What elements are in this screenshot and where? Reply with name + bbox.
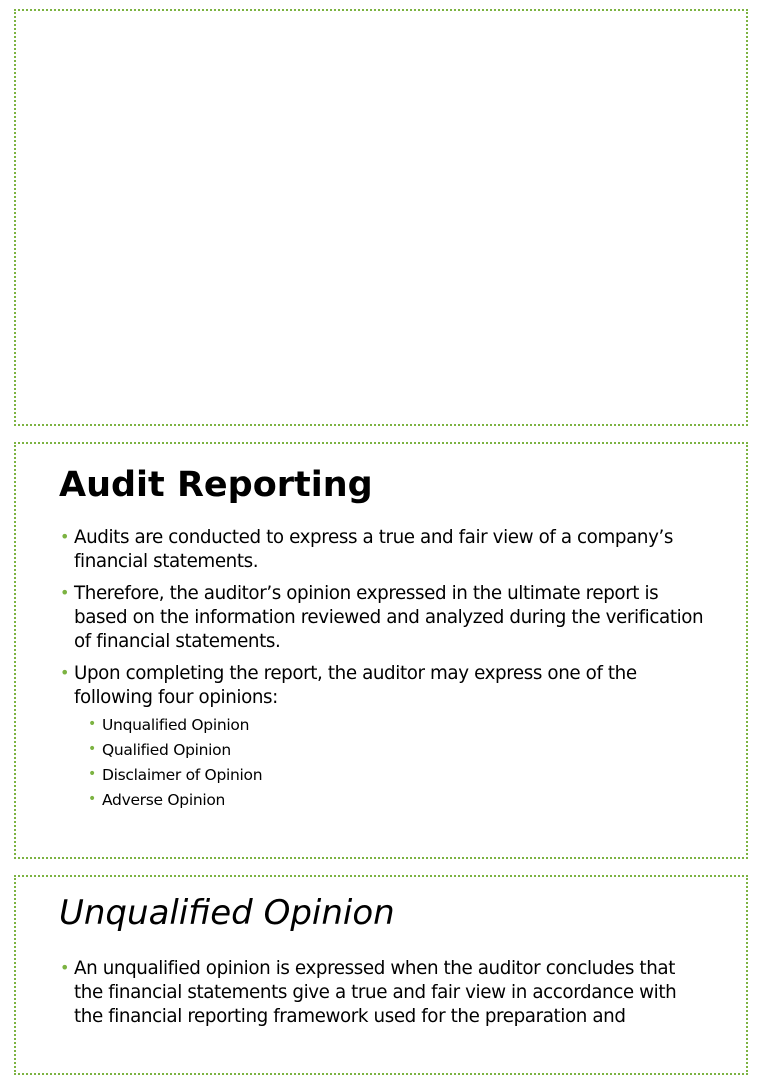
bullet-list bbox=[58, 957, 706, 1037]
sub-bullet-text: Disclaimer of Opinion bbox=[102, 766, 263, 784]
bullet-icon: • bbox=[88, 766, 96, 782]
sub-list-item bbox=[74, 788, 706, 813]
audit-reporting-slide bbox=[14, 442, 748, 859]
sub-bullet-text: Qualified Opinion bbox=[102, 741, 231, 759]
bullet-text: Upon completing the report, the auditor may express one of the following four opinions: bbox=[74, 663, 637, 708]
blank-slide bbox=[14, 9, 748, 426]
bullet-list bbox=[58, 526, 706, 821]
bullet-icon: • bbox=[60, 663, 70, 682]
sub-bullet-text: Adverse Opinion bbox=[102, 791, 226, 809]
bullet-text: An unqualified opinion is expressed when the auditor concludes that the financial statements give a true and fair view in accordance with the financial reporting framework used for the preparation and bbox=[74, 958, 677, 1027]
list-item bbox=[58, 957, 706, 1029]
sub-bullet-list bbox=[74, 713, 706, 813]
list-item bbox=[58, 662, 706, 813]
unqualified-opinion-slide bbox=[14, 875, 748, 1075]
bullet-icon: • bbox=[60, 583, 70, 602]
bullet-icon: • bbox=[88, 716, 96, 732]
list-item bbox=[58, 582, 706, 654]
bullet-text: Therefore, the auditor’s opinion expressed in the ultimate report is based on the information reviewed and analyzed during the verification of financial statements. bbox=[74, 583, 704, 652]
sub-list-item bbox=[74, 763, 706, 788]
slide-title: Unqualified Opinion bbox=[59, 893, 395, 933]
slide-title: Audit Reporting bbox=[59, 465, 373, 505]
bullet-icon: • bbox=[60, 958, 70, 977]
bullet-icon: • bbox=[88, 791, 96, 807]
sub-list-item bbox=[74, 738, 706, 763]
sub-bullet-text: Unqualified Opinion bbox=[102, 716, 250, 734]
list-item bbox=[58, 526, 706, 574]
bullet-icon: • bbox=[60, 527, 70, 546]
bullet-text: Audits are conducted to express a true and fair view of a company’s financial statements. bbox=[74, 527, 674, 572]
sub-list-item bbox=[74, 713, 706, 738]
bullet-icon: • bbox=[88, 741, 96, 757]
